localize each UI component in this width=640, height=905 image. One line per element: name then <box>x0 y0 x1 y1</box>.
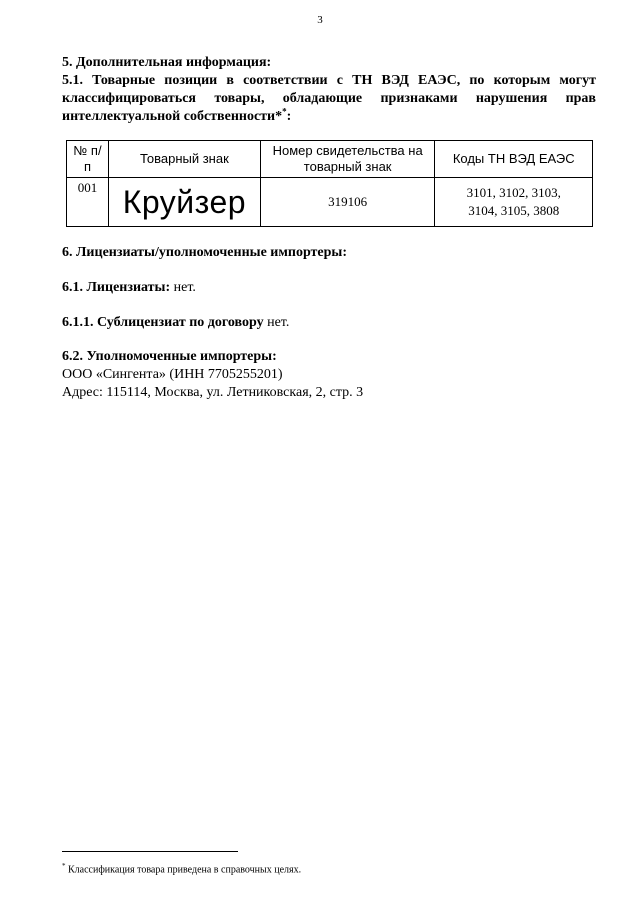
table-header-row <box>67 141 593 178</box>
footnote <box>62 860 301 876</box>
footnote-reference: * <box>282 106 287 117</box>
section-6-1-1-label: 6.1.1. Сублицензиат по договору <box>62 315 264 330</box>
row-trademark <box>108 178 260 227</box>
row-codes <box>435 178 593 227</box>
codes-line-2: 3104, 3105, 3808 <box>468 203 560 218</box>
importer-address: Адрес: 115114, Москва, ул. Летниковская, 2, стр. 3 <box>62 385 364 400</box>
section-6-1-label: 6.1. Лицензиаты: <box>62 280 171 295</box>
section-6-heading: 6. Лицензиаты/уполномоченные импортеры: <box>62 245 348 260</box>
section-5-1-colon: : <box>286 109 292 124</box>
section-5-1-text: 5.1. Товарные позиции в соответствии с ТН ВЭД ЕАЭС, по которым могут классифицироваться товары, обладающие признаками нарушения прав интеллектуальной собственности* <box>62 73 596 124</box>
section-6-1-1 <box>62 314 289 332</box>
header-certificate: Номер свидетельства на товарный знак <box>260 141 435 178</box>
header-codes: Коды ТН ВЭД ЕАЭС <box>435 141 593 178</box>
row-num: 001 <box>67 178 109 227</box>
footnote-marker: * <box>62 862 66 870</box>
section-5 <box>62 54 596 126</box>
section-5-heading: 5. Дополнительная информация: <box>62 55 272 70</box>
trademark-logo: Круйзер <box>122 183 247 220</box>
section-6-2 <box>62 348 363 402</box>
row-certificate: 319106 <box>260 178 435 227</box>
page-number: 3 <box>317 14 323 26</box>
trademark-table <box>66 140 593 227</box>
section-6-1 <box>62 279 196 297</box>
footnote-text: Классификация товара приведена в справочных целях. <box>68 864 302 876</box>
header-num: № п/п <box>67 141 109 178</box>
importer-name: ООО «Сингента» (ИНН 7705255201) <box>62 367 283 382</box>
section-5-1-paragraph <box>62 72 596 126</box>
section-6-2-heading: 6.2. Уполномоченные импортеры: <box>62 349 277 364</box>
footnote-rule <box>62 851 238 852</box>
section-6-1-1-value: нет. <box>263 315 290 330</box>
section-6-1-value: нет. <box>170 280 196 295</box>
table-row <box>67 178 593 227</box>
codes-line-1: 3101, 3102, 3103, <box>466 185 561 200</box>
header-trademark: Товарный знак <box>108 141 260 178</box>
